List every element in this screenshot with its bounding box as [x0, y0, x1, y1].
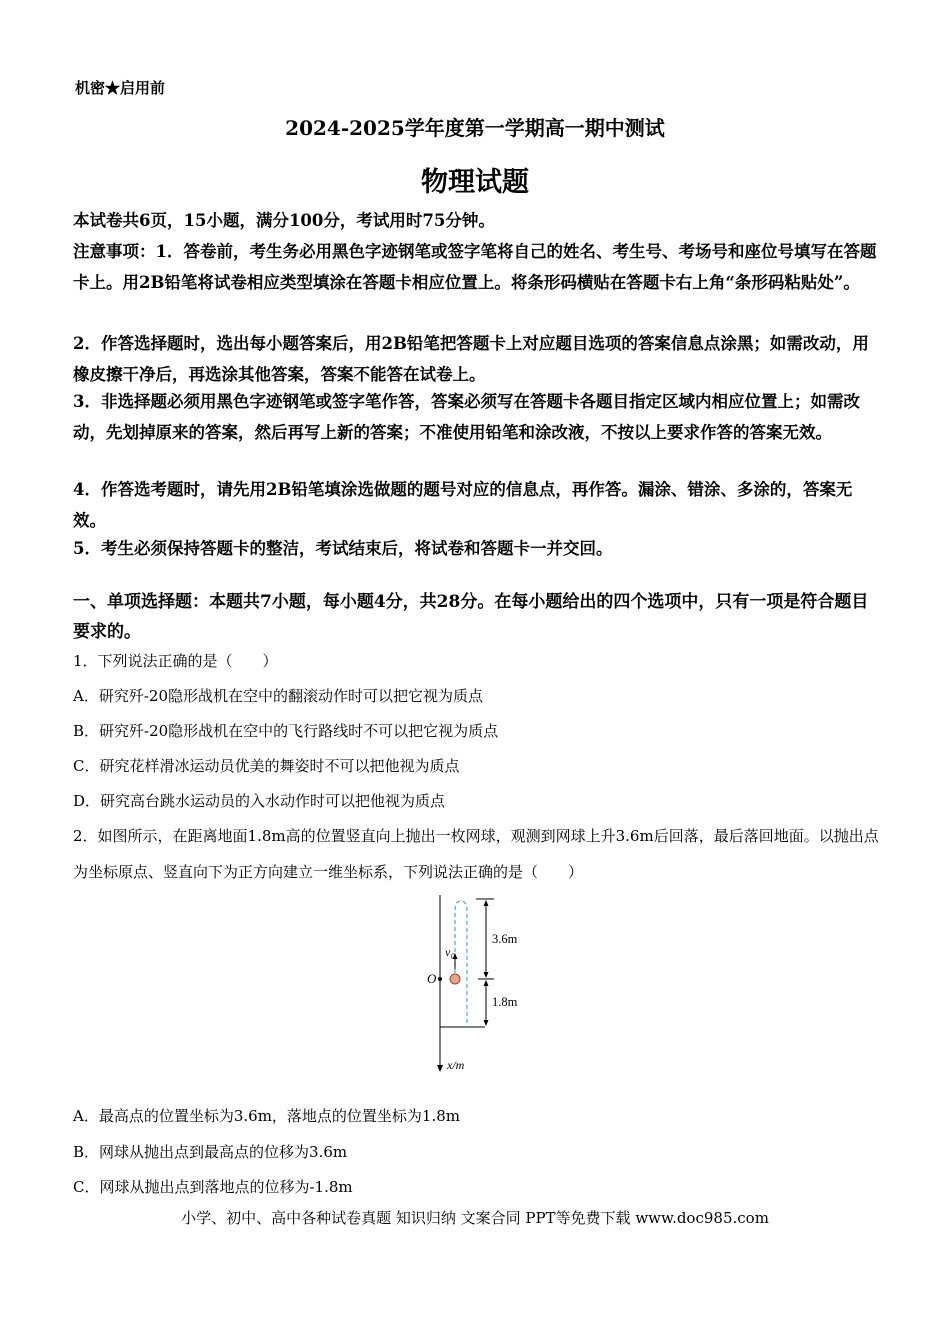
- question-1-option-d: D．研究高台跳水运动员的入水动作时可以把他视为质点: [73, 792, 446, 810]
- tennis-ball: [450, 974, 460, 984]
- note-item-3: 3．非选择题必须用黑色字迹钢笔或签字笔作答，答案必须写在答题卡各题目指定区域内相应位置上；如需改动，先划掉原来的答案，然后再写上新的答案；不准使用铅笔和涂改液，不按以上要求作答的答案无效。: [73, 392, 860, 442]
- ball-trajectory-figure: [410, 893, 518, 1079]
- velocity-subscript: 0: [451, 952, 455, 961]
- note-item-5: 5．考生必须保持答题卡的整洁，考试结束后，将试卷和答题卡一并交回。: [73, 539, 613, 558]
- origin-label: O: [427, 971, 437, 986]
- confidential-label: 机密★启用前: [75, 79, 166, 97]
- question-1-option-b: B．研究歼-20隐形战机在空中的飞行路线时不可以把它视为质点: [73, 722, 499, 740]
- question-2-stem: 2．如图所示，在距离地面1.8m高的位置竖直向上抛出一枚网球，观测到网球上升3.6m后回落，最后落回地面。以抛出点为坐标原点、竖直向下为正方向建立一维坐标系，下列说法正确的是（ ）: [73, 827, 879, 881]
- question-1-stem: 1．下列说法正确的是（ ）: [73, 652, 278, 670]
- question-2-option-c: C．网球从抛出点到落地点的位移为-1.8m: [73, 1178, 353, 1196]
- intro-text: 本试卷共6页，15小题，满分100分，考试用时75分钟。: [73, 211, 495, 230]
- note-item-1: 注意事项：1．答卷前，考生务必用黑色字迹钢笔或签字笔将自己的姓名、考生号、考场号和座位号填写在答题卡上。用2B铅笔将试卷相应类型填涂在答题卡相应位置上。将条形码横贴在答题卡右上角“条形码粘贴处”。: [73, 242, 877, 292]
- question-1-option-c: C．研究花样滑冰运动员优美的舞姿时不可以把他视为质点: [73, 757, 460, 775]
- ball-path: [455, 901, 467, 1027]
- section-1-heading: 一、单项选择题：本题共7小题，每小题4分，共28分。在每小题给出的四个选项中，只有一项是符合题目要求的。: [73, 592, 869, 642]
- label-1-8m: 1.8m: [492, 995, 518, 1009]
- page-footer: 小学、初中、高中各种试卷真题 知识归纳 文案合同 PPT等免费下载 www.doc985.com: [181, 1209, 769, 1227]
- question-2-option-b: B．网球从抛出点到最高点的位移为3.6m: [73, 1143, 348, 1161]
- x-axis-arrow: [437, 1065, 443, 1072]
- note-item-2: 2．作答选择题时，选出每小题答案后，用2B铅笔把答题卡上对应题目选项的答案信息点涂黑；如需改动，用橡皮擦干净后，再选涂其他答案，答案不能答在试卷上。: [73, 334, 869, 384]
- exam-title: 2024-2025学年度第一学期高一期中测试: [285, 116, 665, 140]
- axis-label: x/m: [447, 1058, 465, 1072]
- note-item-4: 4．作答选考题时，请先用2B铅笔填涂选做题的题号对应的信息点，再作答。漏涂、错涂、多涂的，答案无效。: [73, 480, 853, 530]
- subject-title: 物理试题: [421, 167, 529, 198]
- question-1-option-a: A．研究歼-20隐形战机在空中的翻滚动作时可以把它视为质点: [73, 687, 483, 705]
- origin-dot: [438, 977, 442, 981]
- velocity-label: v: [445, 945, 451, 959]
- label-3-6m: 3.6m: [492, 932, 518, 946]
- question-2-option-a: A．最高点的位置坐标为3.6m，落地点的位置坐标为1.8m: [73, 1107, 460, 1125]
